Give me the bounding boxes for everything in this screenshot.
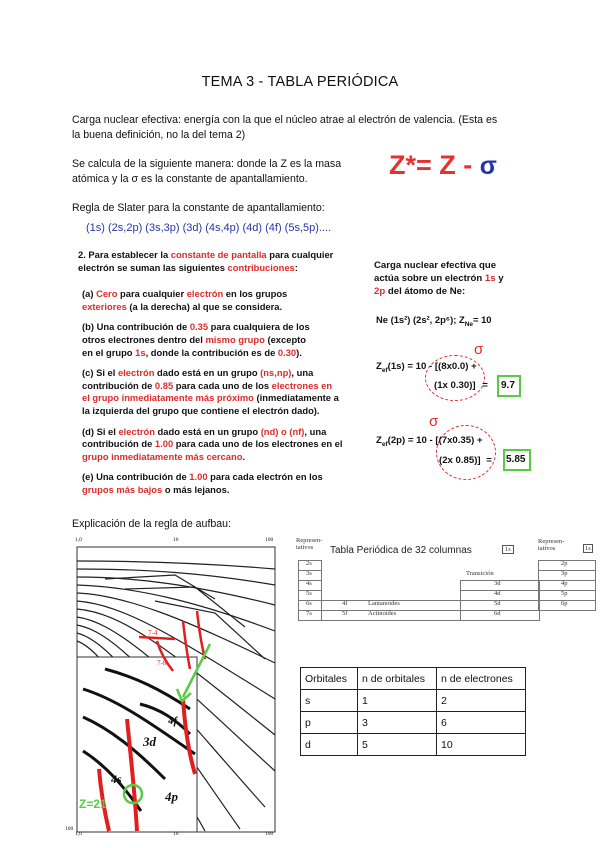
pt-p-2: 2p (561, 560, 568, 567)
text: 0.35 (189, 321, 209, 333)
text: constante de pantalla (170, 249, 267, 260)
table-row (301, 712, 526, 734)
rule-2 (78, 249, 368, 274)
text: para cualquier (117, 288, 187, 300)
axis-top-1: 1,0 (75, 537, 82, 543)
ne-configuration (376, 314, 492, 331)
slater-rules (78, 249, 368, 497)
text: Ne (464, 320, 474, 328)
text: para cada uno de los electrones en el (173, 438, 343, 450)
label-3d: 3d (143, 734, 156, 749)
table-header: Orbitales (301, 668, 358, 690)
pt-s-7: 7s (306, 610, 312, 617)
text: ef (381, 440, 388, 448)
text: del átomo de Ne: (385, 286, 466, 297)
text: : (294, 261, 298, 273)
table-row (301, 690, 526, 712)
orbitals-table (300, 667, 526, 756)
text: (excepto (264, 333, 307, 345)
pt-transition: Transición (466, 570, 494, 577)
aufbau-heading: Explicación de la regla de aufbau: (72, 518, 232, 530)
text: (a la derecha) al que se considera. (126, 300, 283, 312)
label-4f: 4f (168, 715, 178, 727)
pt-left-header: Represen- tativos (296, 537, 323, 551)
text: para cualquiera de los (208, 321, 310, 333)
table-cell: p (301, 712, 358, 734)
effective-charge-formula (389, 150, 497, 181)
text: o más lejanos. (162, 483, 230, 495)
text: y (495, 273, 504, 284)
pt-title: Tabla Periódica de 32 columnas (330, 545, 472, 556)
zef-1s-second-line (434, 380, 488, 393)
text: , donde la contribución es de (145, 346, 278, 358)
text: , una (291, 367, 314, 379)
text: (e) Una contribución de (82, 471, 190, 483)
text: Ne (1s²) (2s², 2p⁶); Z (376, 314, 465, 325)
formula-lhs: Z*= Z - (389, 150, 473, 180)
formula-sigma: σ (479, 152, 497, 180)
rule-d (82, 426, 368, 464)
text: dado está en un grupo (154, 425, 261, 437)
page-title: TEMA 3 - TABLA PERIÓDICA (201, 74, 399, 90)
pt-actinides: Actinoides (368, 610, 397, 617)
label-4s: 4s (111, 772, 122, 786)
text: (2x 0.85)] (439, 455, 481, 466)
intro-line-2: la buena definición, no la del tema 2) (72, 129, 246, 141)
pt-s-6: 6s (306, 600, 312, 607)
text: mismo grupo (205, 333, 265, 345)
zef-1s-equation (376, 361, 477, 378)
text: electrón se suman las siguientes (78, 261, 228, 273)
intro-line-1: Carga nuclear efectiva: energía con la que el núcleo atrae al electrón de valencia. (Esta es (72, 114, 498, 126)
text: electrones en (271, 379, 333, 391)
text: 1s (135, 346, 146, 358)
zef-2p-result: 5.85 (506, 454, 526, 465)
slater-heading: Regla de Slater para la constante de apantallamiento: (72, 202, 325, 214)
text: electrón (117, 367, 155, 379)
text: Cero (96, 288, 118, 300)
table-header: n de orbitales (358, 668, 437, 690)
sigma-mark-1: σ (474, 341, 484, 358)
text: 2p (374, 286, 386, 297)
pt-badge: 1s (502, 545, 514, 554)
aufbau-energy-diagram (65, 539, 280, 839)
text: ). (296, 346, 302, 358)
pt-lanthanides: Lantanoides (368, 600, 400, 607)
axis-bottom-2: 10 (173, 831, 179, 837)
text: (ns,np) (260, 367, 292, 379)
zef-1s-result: 9.7 (501, 380, 515, 391)
text: electrón (118, 425, 155, 437)
text: (a) (82, 288, 97, 300)
text: contribución de (82, 379, 155, 391)
rule-b (82, 321, 368, 359)
text: 2. Para establecer la (78, 249, 171, 260)
text: el grupo inmediatamente más próximo (82, 392, 254, 404)
table-cell: d (301, 734, 358, 756)
text: grupo inmediatamente más cercano (82, 450, 243, 462)
text: (1s) = 10 - [(8x0.0) + (387, 361, 477, 372)
text: (nd) o (nf) (260, 425, 305, 437)
table-cell: 10 (437, 734, 526, 756)
pt-d-5: 5d (494, 600, 501, 607)
table-cell: 3 (358, 712, 437, 734)
pt-s-4: 4s (306, 580, 312, 587)
table-cell: 2 (437, 690, 526, 712)
axis-bottom-3: 100 (265, 831, 274, 837)
text: grupos más bajos (82, 483, 163, 495)
rule-a (82, 288, 368, 313)
text: (2p) = 10 - [(7x0.35) + (387, 435, 483, 446)
sigma-circle-2 (436, 425, 496, 480)
text: contribución de (82, 438, 155, 450)
label-4p: 4p (165, 789, 178, 804)
axis-bottom-1: 1,0 (75, 831, 82, 837)
periodic-table-32 (296, 537, 596, 627)
text: . (242, 450, 246, 462)
label-7-8: 7-8 (157, 659, 167, 667)
axis-left: 100 (65, 826, 74, 832)
pt-s-3: 3s (306, 570, 312, 577)
table-cell: 5 (358, 734, 437, 756)
pt-d-4: 4d (494, 590, 501, 597)
text: Z (376, 361, 382, 372)
table-cell: 6 (437, 712, 526, 734)
text: = (482, 380, 488, 391)
text: exteriores (82, 300, 127, 312)
pt-d-6: 6d (494, 610, 501, 617)
text: (d) Si el (82, 425, 119, 437)
table-header: n de electrones (437, 668, 526, 690)
text: (b) Una contribución de (82, 321, 190, 333)
table-cell: 1 (358, 690, 437, 712)
axis-top-2: 10 (173, 537, 179, 543)
pt-right-header: Represen- tativos (538, 538, 565, 552)
pt-s-2: 2s (306, 560, 312, 567)
text: dado está en un grupo (154, 367, 261, 379)
label-z21: Z=21 (79, 797, 107, 811)
text: 1.00 (154, 438, 174, 450)
pt-p-5: 5p (561, 590, 568, 597)
sigma-mark-2: σ (429, 413, 439, 430)
rule-e (82, 471, 368, 496)
text: 1s (484, 273, 496, 284)
label-7-4: 7-4 (148, 629, 158, 637)
pt-s-5: 5s (306, 590, 312, 597)
table-header-row (301, 668, 526, 690)
text: (c) Si el (82, 367, 118, 379)
text: en el grupo (82, 346, 136, 358)
text: actúa sobre un electrón (374, 273, 485, 284)
pt-p-3: 3p (561, 570, 568, 577)
text: para cada electrón en los (207, 471, 323, 483)
pt-right-badge: 1s (585, 545, 591, 552)
text: otros electrones dentro del (82, 333, 206, 345)
zef-2p-equation (376, 435, 483, 452)
text: para cualquier (266, 249, 334, 260)
table-cell: s (301, 690, 358, 712)
text: Carga nuclear efectiva que (374, 260, 497, 271)
text: (inmediatamente a (253, 392, 339, 404)
rule-c (82, 367, 368, 417)
text: , una (304, 425, 327, 437)
text: contribuciones (227, 261, 295, 273)
calc-line-1: Se calcula de la siguiente manera: donde la Z es la masa (72, 158, 342, 170)
pt-d-3: 3d (494, 580, 501, 587)
pt-p-6: 6p (561, 600, 568, 607)
text: la izquierda del grupo que contiene el electrón dado). (82, 404, 320, 416)
table-row (301, 734, 526, 756)
intro-paragraph (72, 113, 497, 143)
text: = (486, 455, 492, 466)
pt-f-4: 4f (342, 600, 348, 607)
text: Z (376, 435, 382, 446)
text: en los grupos (223, 288, 288, 300)
text: (1x 0.30)] (434, 380, 476, 391)
ne-example-heading (374, 259, 574, 298)
zef-2p-second-line (439, 455, 492, 468)
text: = 10 (473, 314, 492, 325)
calc-line-2: atómica y la σ es la constante de apantallamiento. (72, 173, 308, 185)
text: 0.30 (277, 346, 297, 358)
calc-paragraph (72, 157, 341, 187)
slater-groups: (1s) (2s,2p) (3s,3p) (3d) (4s,4p) (4d) (4f) (5s,5p).... (86, 222, 332, 234)
pt-f-5: 5f (342, 610, 348, 617)
text: ef (381, 366, 388, 374)
text: electrón (186, 288, 224, 300)
pt-p-4: 4p (561, 580, 568, 587)
text: 0.85 (154, 379, 174, 391)
text: para cada uno de los (173, 379, 272, 391)
axis-top-3: 100 (265, 537, 274, 543)
text: 1.00 (189, 471, 208, 483)
